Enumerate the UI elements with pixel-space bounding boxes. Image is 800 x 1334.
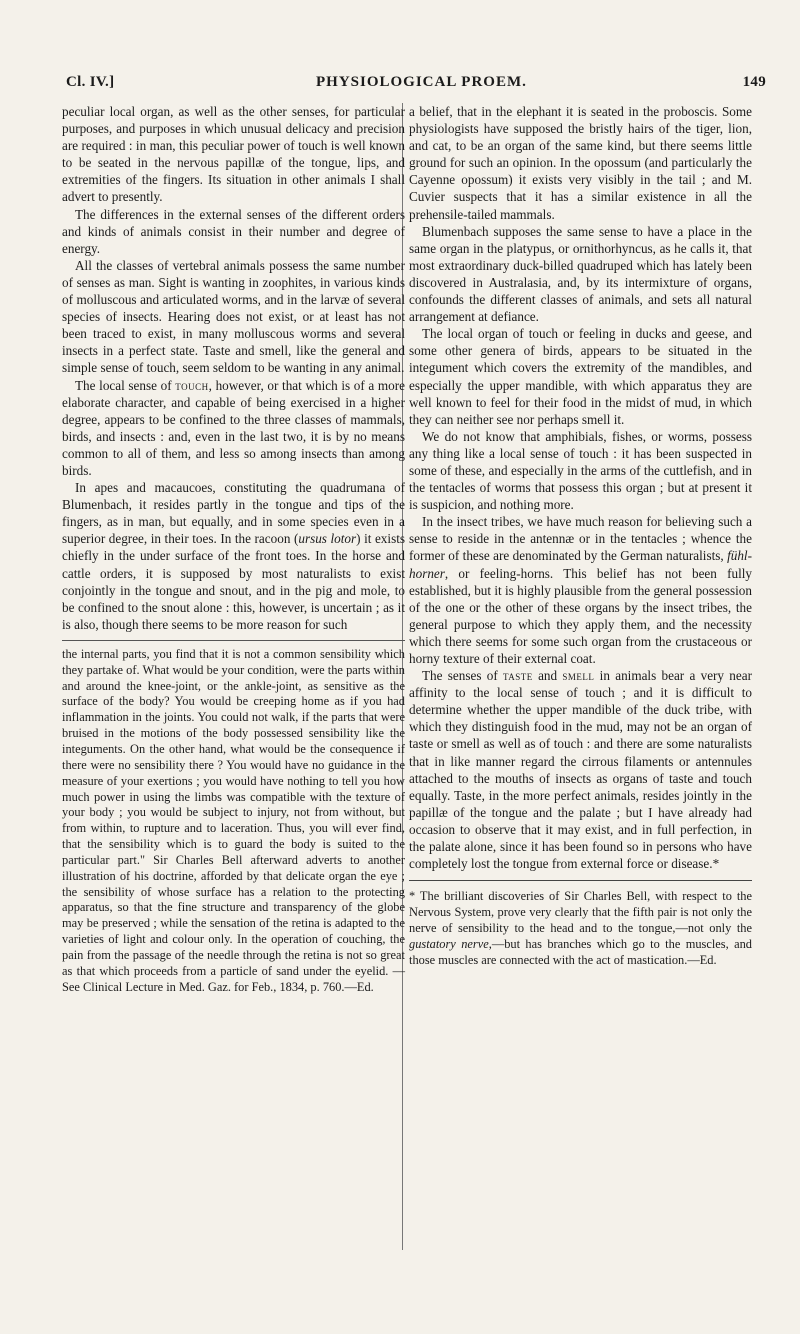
editor-note bbox=[62, 647, 405, 996]
running-title: PHYSIOLOGICAL PROEM. bbox=[316, 74, 527, 90]
footnote bbox=[409, 889, 752, 968]
paragraph: In the insect tribes, we have much reason for believing such a sense to reside in the antennæ or in the tentacles ; whence the former of these are denominated by the German naturalists, fühl-horner, or feeling-horns. This belief has not been fully established, but it is highly plausible from the general possession of the one or the other of these organs by the insect tribes, the general purpose to which they apply them, and the necessity which there seems for some such organ from the crustaceous or horny texture of their external coat. bbox=[409, 514, 752, 666]
small-caps-term: touch bbox=[175, 377, 209, 393]
footnote-separator bbox=[409, 880, 752, 881]
paragraph: peculiar local organ, as well as the other senses, for particular purposes, and purposes in which unusual delicacy and precision are required : in man, this peculiar power of touch is well known to be seated in the nervous papillæ of the tongue, lips, and extremities of the fingers. Its situation in other animals I shall advert to presently. bbox=[62, 104, 405, 205]
small-caps-term: smell bbox=[562, 668, 595, 684]
italic-term: fühl-horner bbox=[409, 548, 752, 581]
paragraph: The senses of taste and smell in animals bear a very near affinity to the local sense of touch ; and it is difficult to determine whether the upper mandible of the duck tribe, with which they distinguish food in the mud, may not be an organ of taste or smell as well as of touch : and there are some naturalists that in like manner regard the cirrous filaments or antennules attached to the mouths of insects as organs of taste and touch equally. Taste, in the more perfect animals, resides jointly in the papillæ of the tongue and the palate ; but I have already had occasion to observe that it may exist, and in full perfection, in the palate alone, since it has been found so in persons who have completely lost the tongue from external force or disease.* bbox=[409, 668, 752, 872]
right-column bbox=[409, 103, 752, 968]
running-header bbox=[66, 74, 766, 96]
paragraph: In apes and macaucoes, constituting the quadrumana of Blumenbach, it resides partly in the tongue and tips of the fingers, as in man, but equally, and in some species even in a superior degree, in their toes. In the racoon (ursus lotor) it exists chiefly in the under surface of the front toes. In the horse and cattle orders, it is supposed by most naturalists to exist conjointly in the tongue and snout, and in the pig and mole, to be confined to the snout alone : this, however, is uncertain ; as it is also, though there seems to be more reason for such bbox=[62, 480, 405, 632]
paragraph: The local organ of touch or feeling in ducks and geese, and some other genera of birds, appears to be situated in the integument which covers the extremity of the mandibles, and especially the upper mandible, with which apparatus they are well known to feel for their food in the midst of mud, in which they can neither see nor perhaps smell it. bbox=[409, 326, 752, 427]
note-text: the internal parts, you find that it is not a common sensibility which they partake of. What would be your condition, were the parts within and around the knee-joint, or the ankle-joint, as sensitive as the surface of the body? You would be creeping home as if you had inflammation in the joints. You could not walk, if the parts that were bruised in the motions of the body possessed sensibility like the integuments. On the other hand, what would be the consequence if there were no sensibility there ? You would have no guidance in the measure of your exertions ; you would have nothing to tell you how much power in using the limbs was compatible with the texture of your body ; you would be subject to injury, not from without, but from within, to rupture and to laceration. Thus, you will ever find, that the sensibility which is to guard the body is suited to the particular part." Sir Charles Bell afterward adverts to another illustration of his doctrine, afforded by that delicate organ the eye ; the sensibility of whose surface has a relation to the protecting apparatus, so that the fine structure and transparency of the globe may be preserved ; while the sensation of the retina is adapted to the varieties of light and colour only. In the operation of couching, the pain from the passage of the needle through the retina is not so great as that which proceeds from a particle of sand under the eyelid. —See Clinical Lecture in Med. Gaz. for Feb., 1834, p. 760.—Ed. bbox=[62, 646, 405, 994]
note-separator bbox=[62, 640, 405, 641]
paragraph: All the classes of vertebral animals possess the same number of senses as man. Sight is wanting in zoophites, in various kinds of molluscous and articulated worms, and in the larvæ of several species of insects. Hearing does not exist, or at least has not been traced to exist, in many molluscous worms and several insects in a perfect state. Taste and smell, like the general and simple sense of touch, seem seldom to be wanting in any animal. bbox=[62, 257, 405, 376]
chapter-label: Cl. IV.] bbox=[66, 74, 115, 90]
italic-term: gustatory nerve bbox=[409, 936, 489, 951]
footnote-text: * The brilliant discoveries of Sir Charles Bell, with respect to the Nervous System, prove very clearly that the fifth pair is not only the nerve of sensibility to the head and to the tongue,—not only the gustatory nerve,—but has branches which go to the muscles, and those muscles are connected with the act of mastication.—Ed. bbox=[409, 889, 752, 967]
paragraph: The local sense of touch, however, or that which is of a more elaborate character, and capable of being exercised in a higher degree, appears to be confined to the three classes of mammals, birds, and insects : and, even in the last two, it is by no means common to all of them, and less so among insects than among birds. bbox=[62, 377, 405, 478]
paragraph: We do not know that amphibials, fishes, or worms, possess any thing like a local sense of touch : it has been suspected in some of these, and especially in the arms of the cuttlefish, and in the tentacles of worms that possess this organ ; but at present it is suspicion, and nothing more. bbox=[409, 428, 752, 513]
small-caps-term: taste bbox=[503, 668, 533, 684]
paragraph: Blumenbach supposes the same sense to have a place in the same organ in the platypus, or ornithorhyncus, as he calls it, that most extraordinary duck-billed quadruped which has lately been discovered in Australasia, and, by its intermixture of organs, confounds the different classes of animals, and sets all natural arrangement at defiance. bbox=[409, 223, 752, 325]
left-column bbox=[62, 103, 405, 995]
page-number: 149 bbox=[742, 74, 766, 90]
paragraph: The differences in the external senses of the different orders and kinds of animals consist in their number and degree of energy. bbox=[62, 206, 405, 256]
paragraph: a belief, that in the elephant it is seated in the proboscis. Some physiologists have supposed the bristly hairs of the tiger, lion, and cat, to be an organ of the same kind, but there seems little ground for such an opinion. In the opossum (and particularly the Cayenne opossum) it exists very visibly in the tail ; and M. Cuvier suspects that it has a similar existence in all the prehensile-tailed mammals. bbox=[409, 104, 752, 222]
italic-term: ursus lotor bbox=[298, 531, 357, 547]
